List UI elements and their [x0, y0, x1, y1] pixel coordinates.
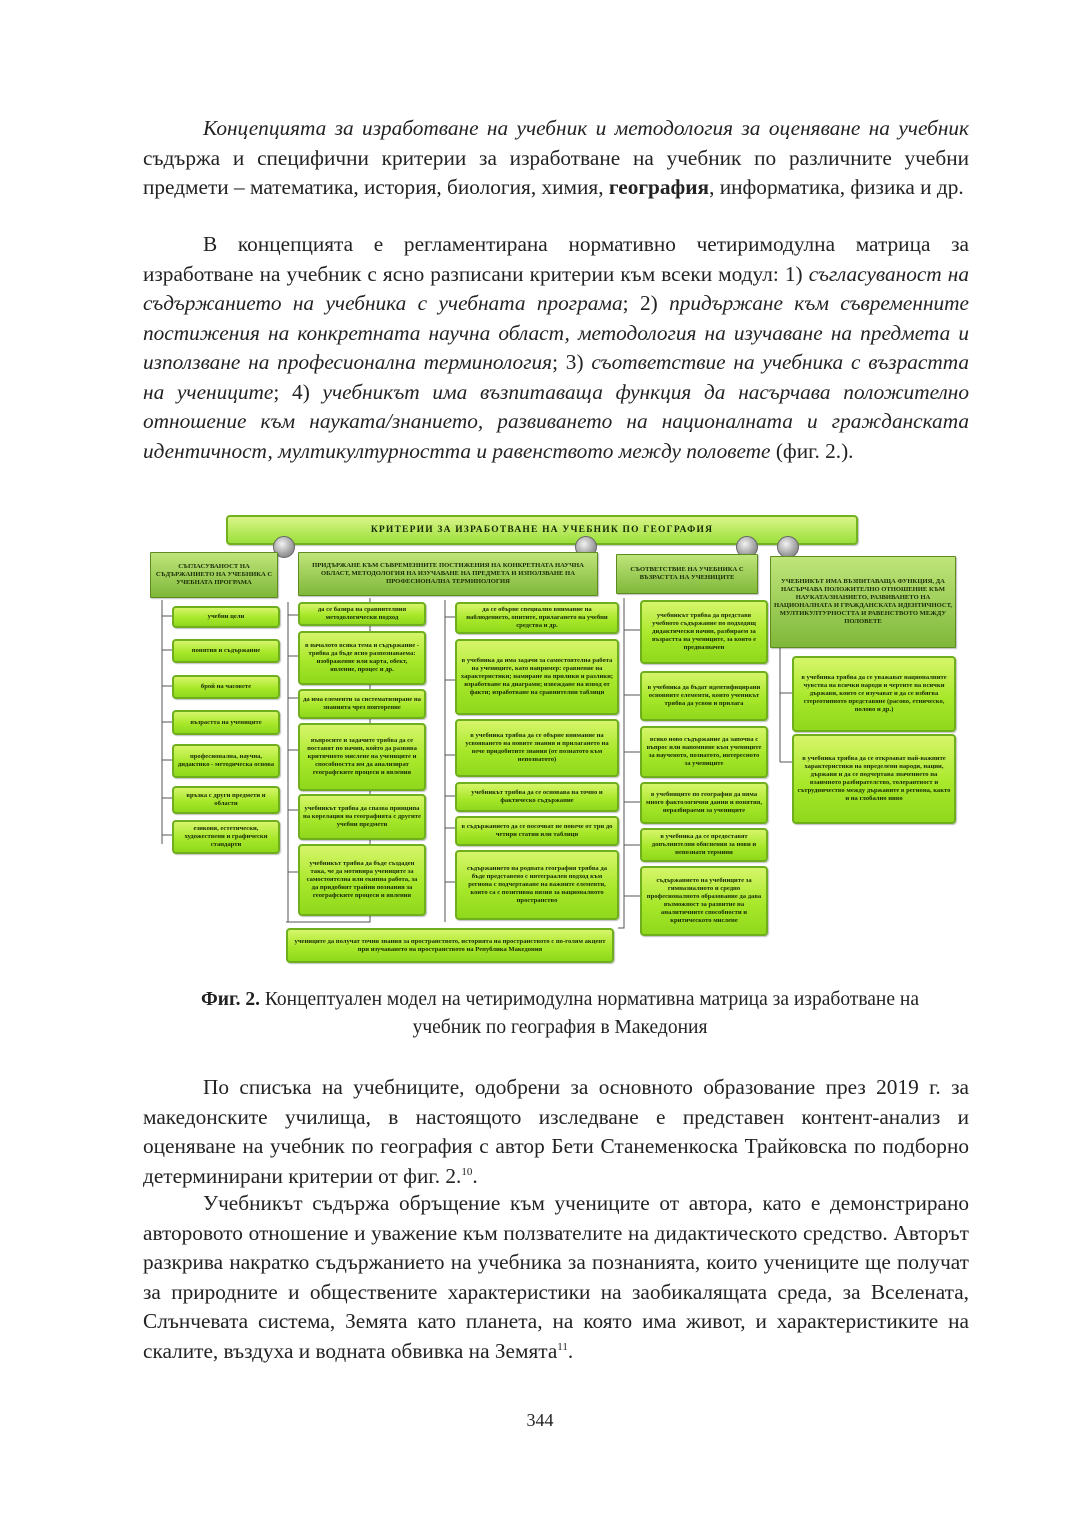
- module-1-header: СЪГЛАСУВАНОСТ НА СЪДЪРЖАНИЕТО НА УЧЕБНИКА С УЧЕБНАТА ПРОГРАМА: [150, 552, 278, 598]
- module-1-item: брой на часовете: [172, 675, 280, 699]
- paragraph-2: В концепцията е регламентирана нормативно четиримодулна матрица за изработване на учебник с ясно разписани критерии към всеки модул: 1) съгласуваност на съдържанието на учебника с учебната програма; 2) придържане към съвременните постижения на конкретната научна област, методология на изучаване на предмета и използване на професионална терминология; 3) съответствие на учебника с възрастта на учениците; 4) учебникът има възпитаваща функция да насърчава положително отношение към науката/знанието, развиването на националната и гражданската идентичност, мултикултурността и равенството между половете (фиг. 2.).: [143, 232, 970, 463]
- module-2-item: съдържанието на родната география трябва да бъде представено с интеграален подход към региона с подчертаване на важните елементи, които са с позитивна визия за националното пространство: [455, 850, 619, 920]
- module-2-item: учебникът трябва да спазва принципа на корелация на географията с другите учебни предмети: [298, 794, 426, 840]
- module-1-item: учебни цели: [172, 606, 280, 628]
- footnote-ref-11[interactable]: 11: [557, 1340, 568, 1353]
- module-2-item: учебникът трябва да бъде създаден така, че да мотивира учениците за самостоятелна или екипна работа, за да придобият трайни познания за географските процеси и явления: [298, 844, 426, 916]
- module-2-item: учениците да получат точни знания за пространството, историята на пространството с по-голям акцент при изучаването на пространството на Република Македония: [286, 928, 614, 963]
- module-1-item: понятия и съдържание: [172, 639, 280, 663]
- module-1-item: връзка с други предмети и области: [172, 786, 280, 814]
- page-number: 344: [526, 1410, 554, 1430]
- module-1-item: професионална, научна, дидактико - методическа основа: [172, 744, 280, 778]
- connector-knob-4: [777, 536, 799, 558]
- module-3-item: учебникът трябва да представя учебното съдържание по подходящ дидактически начин, разбираем за възрастта на учениците, за които е предназначен: [640, 600, 768, 664]
- module-2-item: в началото всяка тема и съдържание - трябва да бъде ясно разпознаваема: изображение или карта, обект, явление, процес и др.: [298, 631, 426, 685]
- module-2-header: ПРИДЪРЖАНЕ КЪМ СЪВРЕМЕННИТЕ ПОСТИЖЕНИЯ НА КОНКРЕТНАТА НАУЧНА ОБЛАСТ, МЕТОДОЛОГИЯ НА ИЗУЧАВАНЕ НА ПРЕДМЕТА И ИЗПОЛЗВАНЕ НА ПРОФЕСИОНАЛНА ТЕРМИНОЛОГИЯ: [298, 552, 598, 596]
- footnote-ref-10[interactable]: 10: [461, 1165, 473, 1178]
- paragraph-3: По списъка на учебниците, одобрени за основното образование през 2019 г. за македонските училища, в настоящото изследване е представен контент-анализ и оценяване на учебник по география с автор Бети Станеменкоска Трайковска по подборно детерминирани критерии от фиг. 2.10.: [143, 1075, 969, 1188]
- module-4-header: УЧЕБНИКЪТ ИМА ВЪЗПИТАВАЩА ФУНКЦИЯ, ДА НАСЪРЧАВА ПОЛОЖИТЕЛНО ОТНОШЕНИЕ КЪМ НАУКАТА/ЗНАНИЕТО, РАЗВИВАНЕТО НА НАЦИОНАЛНАТА И ГРАЖДАНСКАТА ИДЕНТИЧНОСТ, МУЛТИКУЛТУРНОСТТА И РАВЕНСТВОТО МЕЖДУ ПОЛОВЕТЕ: [770, 556, 956, 648]
- module-1-item: възрастта на учениците: [172, 710, 280, 735]
- paragraph-1: Концепцията за изработване на учебник и методология за оценяване на учебник съдържа и специфични критерии за изработване на учебник по различните учебни предмети – математика, история, биология, химия, география, информатика, физика и др.: [143, 116, 969, 199]
- module-3-item: всяко ново съдържание да започва с въпрос или напомняне към учениците за наученото, познатото, интересното за учениците: [640, 726, 768, 778]
- module-4-item: в учебника трябва да се откроават най-важните характеристики на определени народи, нации, държави и да се подчертава значението на взаимното разбирателство, толерантност и сътрудничество между държавите в региона, както и на глобално ниво: [792, 734, 956, 824]
- module-3-item: в учебника да бъдат идентифицирани основните елементи, които ученикът трябва да усвои и прилага: [640, 671, 768, 721]
- module-2-item: да се обърне специално внимание на наблюдението, опитите, прилагането на учебни средства и др.: [455, 602, 619, 634]
- module-3-item: в учебниците по география да няма много фактологични данни и понятия, неразбираеми за учениците: [640, 782, 768, 824]
- module-2-item: въпросите и задачите трябва да се поставят по начин, който да развива критичното мислене на учениците и способността им да анализират географските процеси и явления: [298, 723, 426, 791]
- diagram-title: КРИТЕРИИ ЗА ИЗРАБОТВАНЕ НА УЧЕБНИК ПО ГЕОГРАФИЯ: [226, 515, 858, 545]
- figure-caption: Фиг. 2. Концептуален модел на четиримодулна нормативна матрица за изработване на учебник по география в Македония: [200, 989, 919, 1038]
- module-3-item: съдържанието на учебниците за гимназиалното и средно професионалното образование да дава възможност за развитие на аналитичните способности и критическото мислене: [640, 866, 768, 936]
- module-4-item: в учебника трябва да се уважават националните чувства на всички народи и чертите на всички държави, които се изучават и да се избягва стереотипното представяне (расово, етническо, полово и др.): [792, 656, 956, 732]
- module-2-item: учебникът трябва да се основава на точно и фактическо съдържание: [455, 782, 619, 812]
- module-1-item: езикови, естетически, художествени и графически стандарти: [172, 820, 280, 854]
- criteria-diagram: [150, 510, 958, 970]
- module-2-item: да се базира на сравнителния методологически подход: [298, 602, 426, 626]
- module-2-item: в учебника трябва да се обърне внимание на усвояването на новите знания и прилагането на вече придобитите знания (от познатото към непознатото): [455, 719, 619, 777]
- module-2-item: в учебника да има задачи за самостоятелна работа на учениците, като например: сравнение на характеристики; намиране на прилики и разлики; изработване на диаграми; извеждане на извод от факти; изработване на сравнителни таблици: [455, 639, 619, 715]
- module-3-item: в учебника да се предоставят допълнителни обяснения за нови и непознати термини: [640, 828, 768, 862]
- paragraph-4: Учебникът съдържа обръщение към учениците от автора, като е демонстрирано авторовото отношение и уважение към ползвателите на дидактическото средство. Авторът разкрива накратко съдържанието на учебника за познанията, които учениците ще получат за природните и обществените характеристики на заобикалящата среда, за Вселената, Слънчевата система, Земята като планета, на която има живот, и характеристиките на скалите, въздуха и водната обвивка на Земята$^{11}$.: [143, 1191, 969, 1363]
- module-2-item: в съдържанието да се посочват не повече от три до четири статии или таблици: [455, 816, 619, 846]
- module-2-item: да има елементи за систематизиране на знанията чрез повторение: [298, 689, 426, 719]
- module-3-header: СЪОТВЕТСТВИЕ НА УЧЕБНИКА С ВЪЗРАСТТА НА УЧЕНИЦИТЕ: [616, 554, 758, 594]
